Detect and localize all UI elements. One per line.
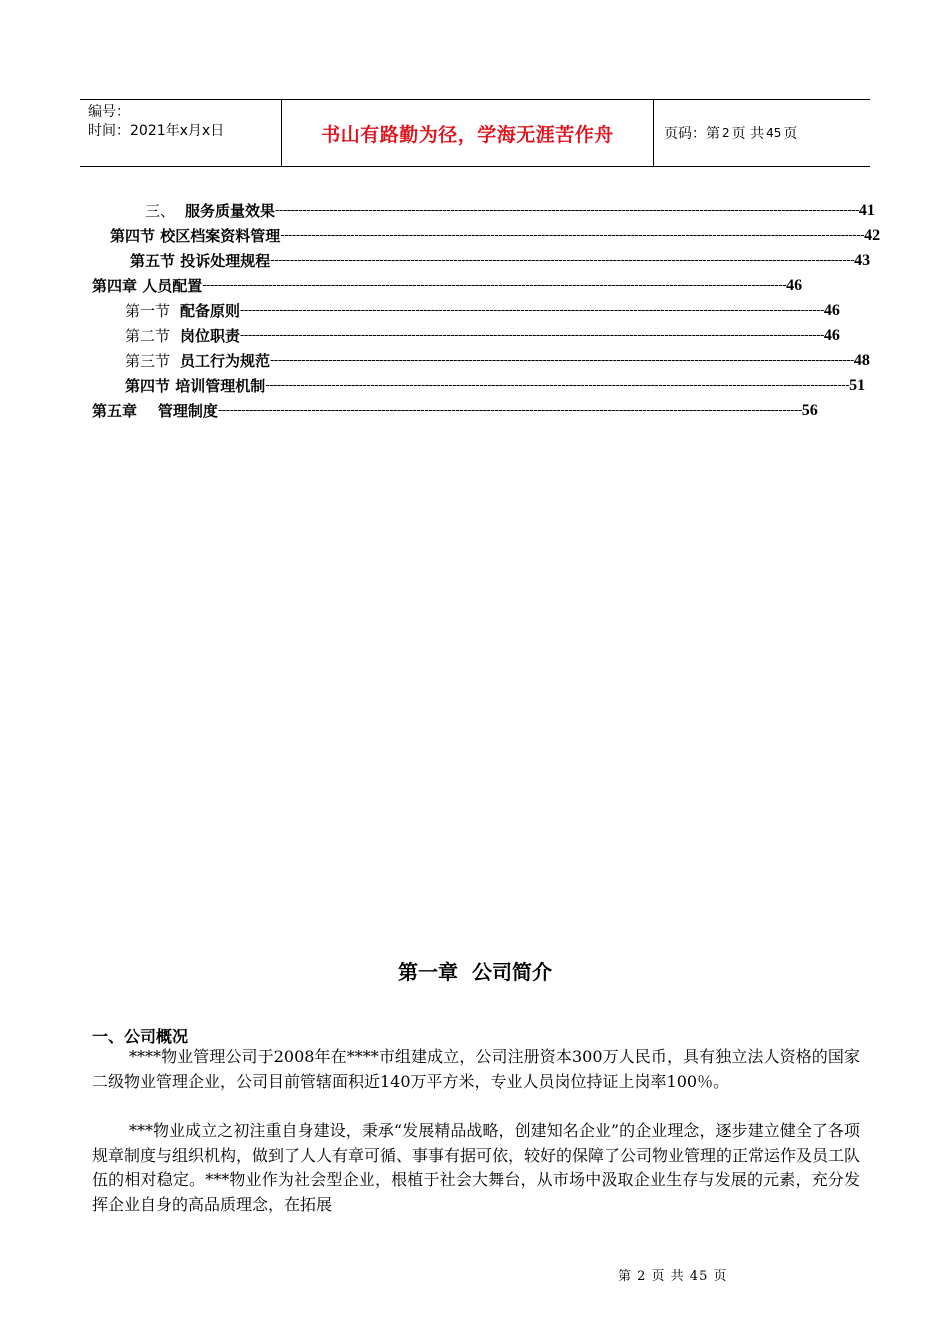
- date-label: 时间：2021年x月x日: [88, 123, 225, 139]
- toc-item-title: 第四节 校区档案资料管理: [110, 227, 281, 245]
- toc-item-prefix: 三、: [145, 202, 180, 220]
- toc-item-page: 46: [823, 302, 840, 319]
- page-suffix: 页: [783, 126, 798, 142]
- page-prefix: 页码：第: [664, 126, 720, 142]
- toc-leader: ------------------------------------------------------------------------------------------------------------------------------------------------------: [217, 403, 802, 418]
- toc-item[interactable]: [125, 349, 870, 373]
- chapter-title: 第一章 公司简介: [398, 960, 552, 984]
- toc-leader: ------------------------------------------------------------------------------------------------------------------------------------------------------: [280, 228, 865, 243]
- toc-item-page: 42: [864, 227, 881, 244]
- toc-leader: ------------------------------------------------------------------------------------------------------------------------------------------------------: [202, 278, 787, 293]
- toc-leader: ------------------------------------------------------------------------------------------------------------------------------------------------------: [270, 353, 854, 368]
- toc-item-prefix: 第三节: [125, 352, 175, 370]
- header-table: [80, 99, 870, 167]
- toc-item[interactable]: [92, 274, 803, 298]
- page-mid: 页 共: [731, 126, 765, 142]
- toc-item-title: 第五章 管理制度: [92, 402, 218, 420]
- header-left-cell: [80, 100, 282, 166]
- toc-item-page: 51: [849, 377, 866, 394]
- section-title: 一、公司概况: [92, 1027, 189, 1046]
- toc-leader: ------------------------------------------------------------------------------------------------------------------------------------------------------: [275, 203, 859, 218]
- toc-item[interactable]: [125, 299, 840, 323]
- page-footer: 第 2 页 共 45 页: [618, 1269, 728, 1284]
- toc-item-title: 服务质量效果: [185, 202, 276, 220]
- toc-item-page: 46: [823, 327, 840, 344]
- toc-item[interactable]: [110, 224, 881, 248]
- number-label: 编号：: [88, 104, 130, 120]
- toc-leader: ------------------------------------------------------------------------------------------------------------------------------------------------------: [270, 253, 855, 268]
- toc-item-prefix: 第一节: [125, 302, 175, 320]
- toc-leader: ------------------------------------------------------------------------------------------------------------------------------------------------------: [265, 378, 850, 393]
- toc-leader: ------------------------------------------------------------------------------------------------------------------------------------------------------: [240, 328, 824, 343]
- toc-item-title: 第四节 培训管理机制: [125, 377, 266, 395]
- toc-item[interactable]: [125, 324, 840, 348]
- header-motto: 书山有路勤为径，学海无涯苦作舟: [282, 100, 654, 166]
- toc-item-title: 第五节 投诉处理规程: [130, 252, 271, 270]
- toc-item-page: 48: [853, 352, 870, 369]
- page-current: 2: [722, 126, 730, 140]
- toc-item-page: 43: [854, 252, 871, 269]
- toc-item-page: 46: [786, 277, 803, 294]
- toc-item[interactable]: [92, 399, 818, 423]
- toc-item-title: 岗位职责: [180, 327, 241, 345]
- toc-item[interactable]: [130, 249, 871, 273]
- toc-item[interactable]: [125, 374, 866, 398]
- toc-item[interactable]: [145, 199, 875, 223]
- page-total: 45: [766, 126, 782, 140]
- toc-leader: ------------------------------------------------------------------------------------------------------------------------------------------------------: [240, 303, 824, 318]
- paragraph: ***物业成立之初注重自身建设，秉承“发展精品战略，创建知名企业”的企业理念，逐步建立健全了各项规章制度与组织机构，做到了人人有章可循、事事有据可依，较好的保障了公司物业管理的正常运作及员工队伍的相对稳定。***物业作为社会型企业，根植于社会大舞台，从市场中汲取企业生存与发展的元素，充分发挥企业自身的高品质理念，在拓展: [92, 1121, 861, 1214]
- toc-item-title: 员工行为规范: [180, 352, 271, 370]
- toc-item-page: 41: [858, 202, 875, 219]
- paragraph: ****物业管理公司于2008年在****市组建成立，公司注册资本300万人民币，具有独立法人资格的国家二级物业管理企业，公司目前管辖面积近140万平方米，专业人员岗位持证上岗率100％。: [92, 1047, 860, 1091]
- header-page-info: [654, 100, 870, 166]
- toc-item-prefix: 第二节: [125, 327, 175, 345]
- toc-item-page: 56: [801, 402, 818, 419]
- toc-item-title: 第四章 人员配置: [92, 277, 203, 295]
- toc-item-title: 配备原则: [180, 302, 241, 320]
